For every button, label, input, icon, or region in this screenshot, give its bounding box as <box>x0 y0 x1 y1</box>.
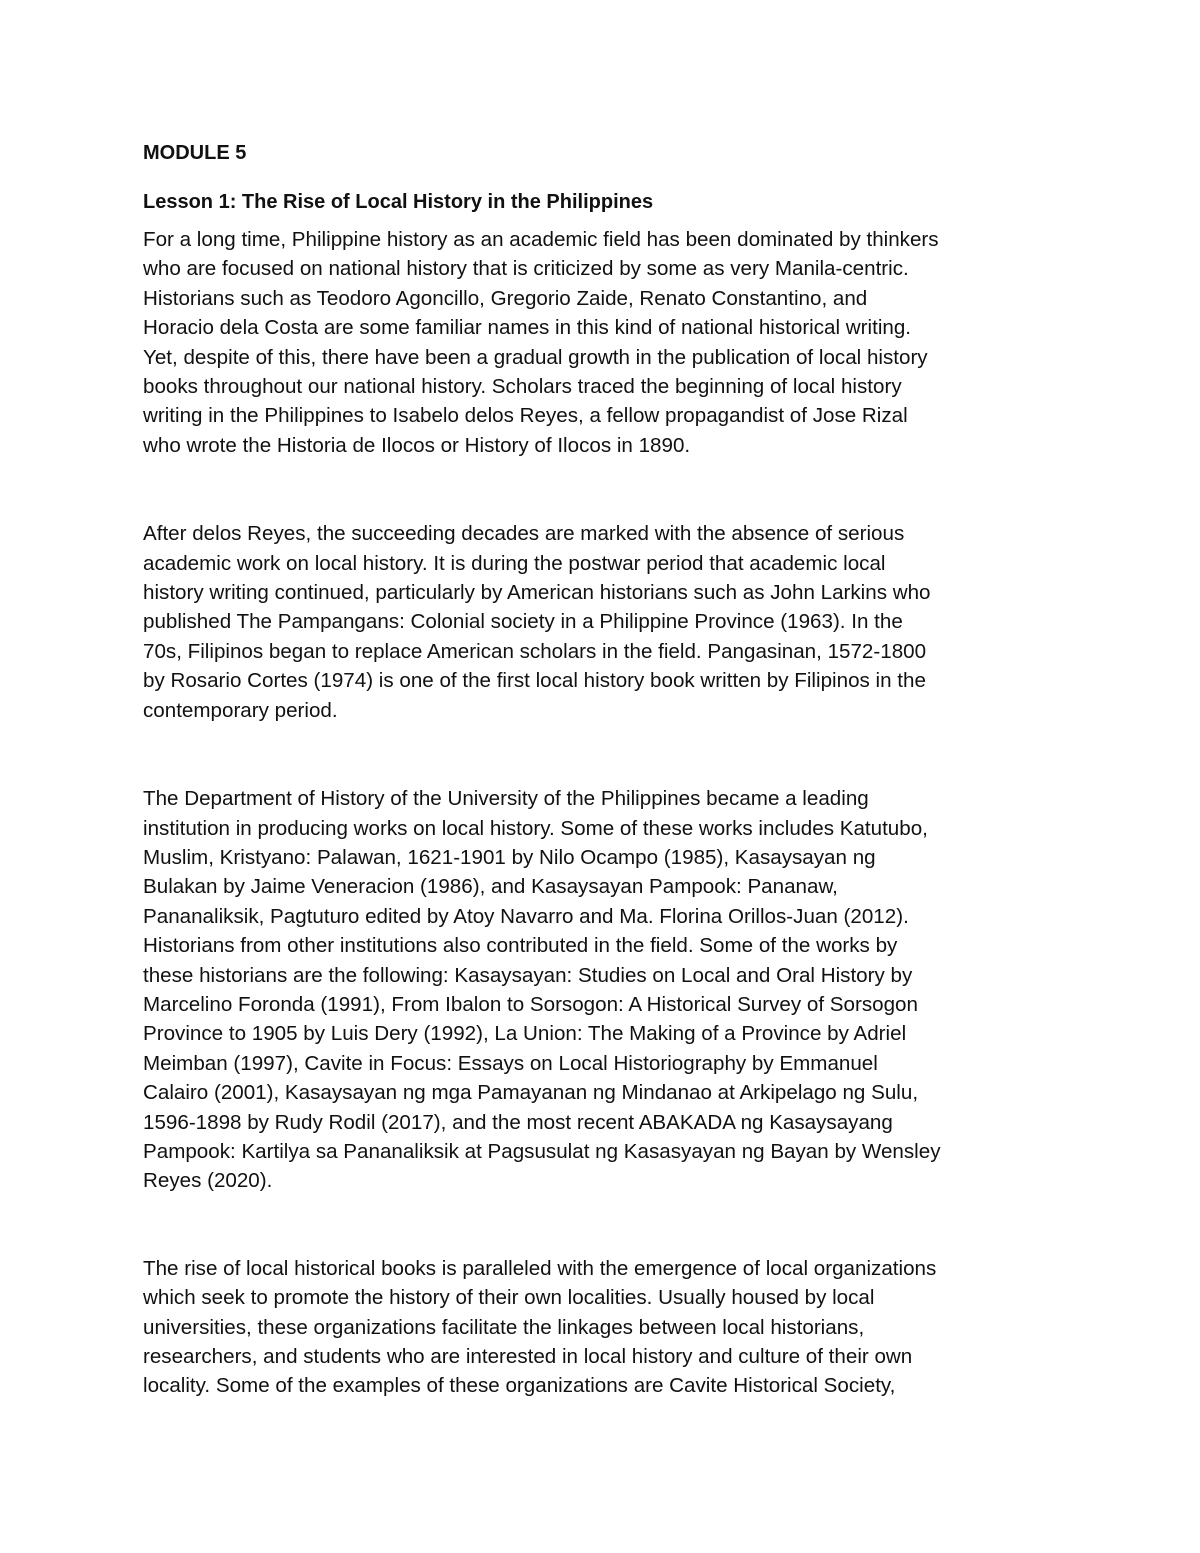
paragraph-line: locality. Some of the examples of these organizations are Cavite Historical Society, <box>143 1374 896 1398</box>
paragraph-spacer <box>143 725 1093 784</box>
paragraph-line: published The Pampangans: Colonial society in a Philippine Province (1963). In the <box>143 610 903 634</box>
paragraph-line: For a long time, Philippine history as an academic field has been dominated by thinkers <box>143 228 939 251</box>
paragraph-spacer <box>143 460 1093 519</box>
paragraph-line: Reyes (2020). <box>143 1169 273 1193</box>
paragraph-line: universities, these organizations facilitate the linkages between local historians, <box>143 1315 865 1339</box>
paragraph-line: 1596-1898 by Rudy Rodil (2017), and the most recent ABAKADA ng Kasaysayang <box>143 1110 893 1134</box>
paragraph-line: institution in producing works on local history. Some of these works includes Katutubo, <box>143 816 928 840</box>
paragraph-line: which seek to promote the history of their own localities. Usually housed by local <box>143 1286 875 1310</box>
paragraph-line: history writing continued, particularly by American historians such as John Larkins who <box>143 581 931 605</box>
paragraph-1 <box>143 225 1093 460</box>
paragraph-line: who are focused on national history that is criticized by some as very Manila-centric. <box>143 257 909 281</box>
paragraph-line: Muslim, Kristyano: Palawan, 1621-1901 by Nilo Ocampo (1985), Kasaysayan ng <box>143 845 876 869</box>
paragraph-line: academic work on local history. It is during the postwar period that academic local <box>143 551 886 575</box>
paragraph-line: Province to 1905 by Luis Dery (1992), La Union: The Making of a Province by Adriel <box>143 1022 907 1046</box>
paragraph-line: researchers, and students who are interested in local history and culture of their own <box>143 1345 913 1368</box>
paragraph-2 <box>143 519 1093 725</box>
paragraph-line: contemporary period. <box>143 698 338 722</box>
paragraph-line: books throughout our national history. Scholars traced the beginning of local history <box>143 375 902 399</box>
paragraph-line: The Department of History of the University of the Philippines became a leading <box>143 787 869 811</box>
paragraph-line: The rise of local historical books is paralleled with the emergence of local organizations <box>143 1256 937 1280</box>
paragraph-line: Marcelino Foronda (1991), From Ibalon to Sorsogon: A Historical Survey of Sorsogon <box>143 992 918 1016</box>
paragraph-3 <box>143 784 1093 1196</box>
module-title: MODULE 5 <box>143 142 247 164</box>
paragraph-spacer <box>143 1196 1093 1254</box>
document-content <box>143 138 1093 1401</box>
paragraph-line: Bulakan by Jaime Veneracion (1986), and Kasaysayan Pampook: Pananaw, <box>143 875 838 899</box>
paragraph-line: Historians from other institutions also contributed in the field. Some of the works by <box>143 934 898 958</box>
paragraph-line: Calairo (2001), Kasaysayan ng mga Pamayanan ng Mindanao at Arkipelago ng Sulu, <box>143 1081 919 1105</box>
paragraph-line: 70s, Filipinos began to replace American scholars in the field. Pangasinan, 1572-1800 <box>143 639 927 663</box>
paragraph-line: After delos Reyes, the succeeding decades are marked with the absence of serious <box>143 522 905 546</box>
paragraph-line: Historians such as Teodoro Agoncillo, Gregorio Zaide, Renato Constantino, and <box>143 286 868 310</box>
paragraph-line: Horacio dela Costa are some familiar names in this kind of national historical writing. <box>143 316 912 340</box>
paragraph-line: writing in the Philippines to Isabelo delos Reyes, a fellow propagandist of Jose Rizal <box>143 404 908 428</box>
paragraph-line: who wrote the Historia de Ilocos or History of Ilocos in 1890. <box>143 433 691 457</box>
paragraph-line: by Rosario Cortes (1974) is one of the first local history book written by Filipinos in the <box>143 669 926 693</box>
paragraph-line: Meimban (1997), Cavite in Focus: Essays on Local Historiography by Emmanuel <box>143 1051 878 1075</box>
paragraph-4 <box>143 1254 1093 1401</box>
paragraph-line: these historians are the following: Kasaysayan: Studies on Local and Oral History by <box>143 963 913 987</box>
paragraph-line: Pananaliksik, Pagtuturo edited by Atoy Navarro and Ma. Florina Orillos-Juan (2012). <box>143 904 909 928</box>
lesson-title: Lesson 1: The Rise of Local History in the Philippines <box>143 191 654 213</box>
paragraph-line: Pampook: Kartilya sa Pananaliksik at Pagsusulat ng Kasasyayan ng Bayan by Wensley <box>143 1139 941 1163</box>
paragraph-line: Yet, despite of this, there have been a gradual growth in the publication of local history <box>143 345 928 369</box>
